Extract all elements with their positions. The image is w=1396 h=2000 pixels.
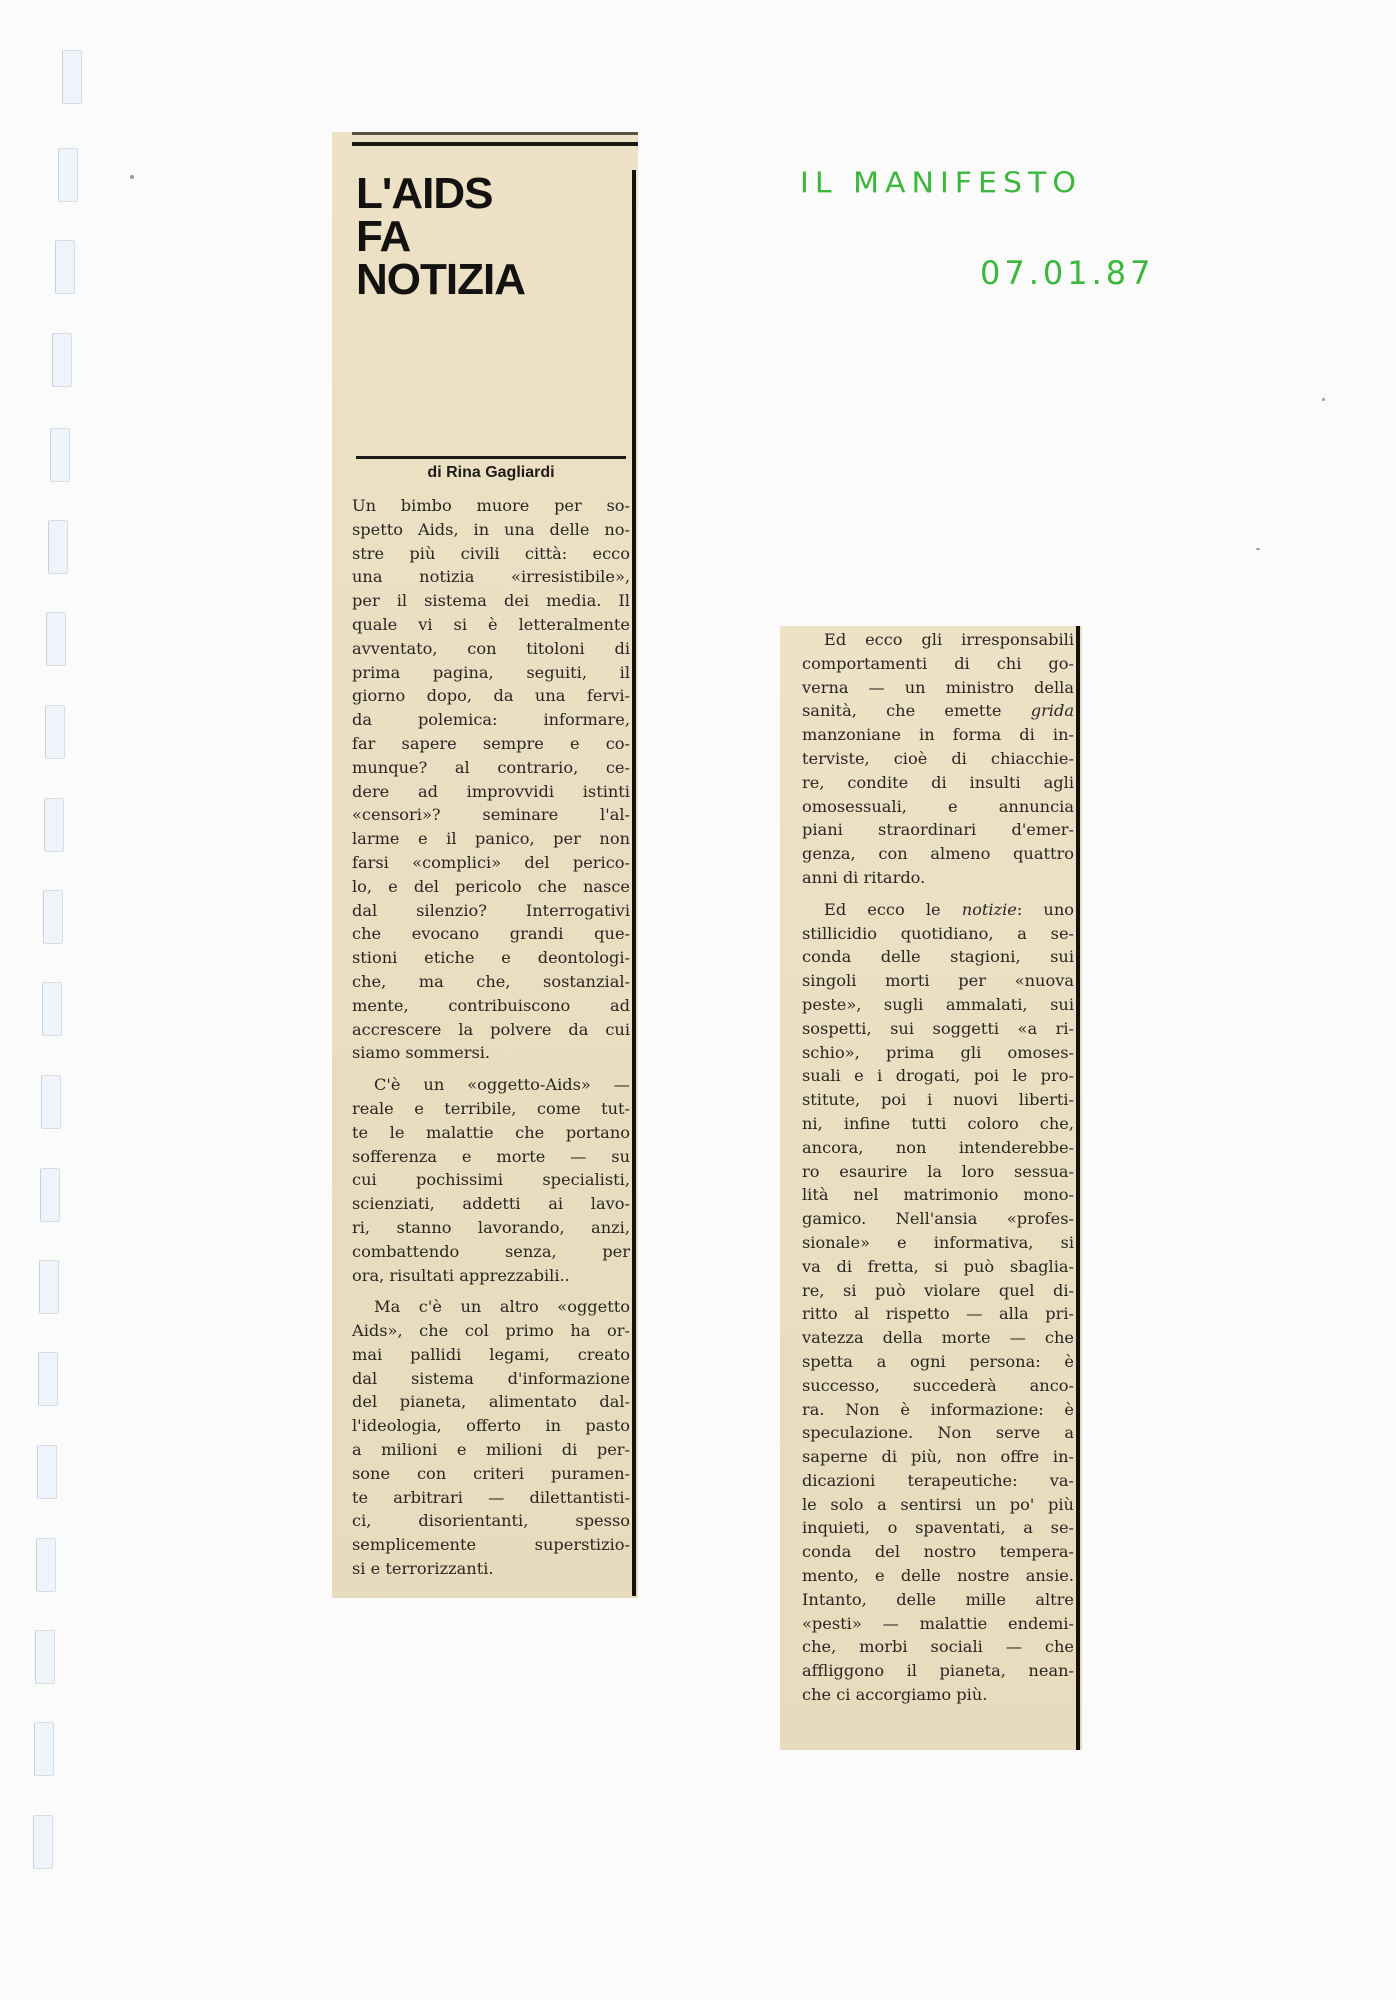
binder-hole bbox=[40, 1168, 60, 1222]
text-line: comportamenti di chi go- bbox=[802, 653, 1074, 673]
binder-hole bbox=[36, 1538, 56, 1592]
text-line: piani straordinari d'emer- bbox=[802, 820, 1074, 840]
text-line: le solo a sentirsi un po' più bbox=[802, 1494, 1074, 1514]
binder-hole bbox=[55, 240, 75, 294]
text-line: Ed ecco le notizie: uno bbox=[824, 899, 1074, 919]
text-line: gamico. Nell'ansia «profes- bbox=[802, 1209, 1074, 1229]
binder-hole bbox=[37, 1445, 57, 1499]
text-line: lità nel matrimonio mono- bbox=[802, 1185, 1074, 1205]
text-line: re, si può violare quel di- bbox=[802, 1280, 1074, 1300]
text-line: va di fretta, si può sbaglia- bbox=[802, 1256, 1074, 1276]
text-line: Un bimbo muore per so- bbox=[352, 496, 630, 515]
text-line: conda del nostro tempera- bbox=[802, 1542, 1074, 1562]
text-line: stillicidio quotidiano, a se- bbox=[802, 923, 1074, 943]
text-line: avventato, con titoloni di bbox=[352, 638, 630, 658]
text-line: sospetti, sui soggetti «a ri- bbox=[802, 1018, 1074, 1038]
text-line: anni di ritardo. bbox=[802, 867, 926, 887]
text-line: Ma c'è un altro «oggetto bbox=[374, 1297, 630, 1317]
article-clipping-left bbox=[332, 132, 638, 1598]
binder-hole bbox=[38, 1352, 58, 1406]
binder-hole bbox=[43, 890, 63, 944]
text-line: stioni etiche e deontologi- bbox=[352, 948, 630, 968]
text-line: C'è un «oggetto-Aids» — bbox=[374, 1075, 630, 1095]
text-line: l'ideologia, offerto in pasto bbox=[352, 1416, 630, 1436]
text-line: spetto Aids, in una delle no- bbox=[352, 519, 630, 539]
article-body-right bbox=[802, 626, 1074, 1707]
article-byline: di Rina Gagliardi bbox=[427, 464, 555, 481]
paragraph-gap bbox=[352, 1065, 630, 1073]
headline-line: NOTIZIA bbox=[356, 255, 525, 304]
column-rule bbox=[1076, 626, 1080, 1750]
article-clipping-right bbox=[780, 626, 1082, 1750]
text-line: suali e i drogati, poi le pro- bbox=[802, 1066, 1074, 1086]
binder-hole bbox=[42, 982, 62, 1036]
text-line: ritto al rispetto — alla pri- bbox=[802, 1304, 1074, 1324]
text-line: inquieti, o spaventati, a se- bbox=[802, 1518, 1074, 1538]
text-line: Aids», che col primo ha or- bbox=[352, 1321, 630, 1341]
text-line: re, condite di insulti agli bbox=[802, 772, 1074, 792]
text-line: ci, disorientanti, spesso bbox=[352, 1511, 630, 1531]
binder-hole bbox=[35, 1630, 55, 1684]
text-line: peste», sugli ammalati, sui bbox=[802, 994, 1074, 1014]
column-rule bbox=[632, 170, 636, 1596]
text-line: una notizia «irresistibile», bbox=[352, 567, 630, 587]
text-line: lo, e del pericolo che nasce bbox=[352, 876, 630, 896]
text-line: del pianeta, alimentato dal- bbox=[352, 1392, 630, 1412]
text-line: manzoniane in forma di in- bbox=[802, 725, 1074, 745]
text-line: successo, succederà anco- bbox=[802, 1375, 1074, 1395]
text-line: che evocano grandi que- bbox=[352, 924, 630, 944]
text-line: si e terrorizzanti. bbox=[352, 1559, 494, 1579]
text-line: speculazione. Non serve a bbox=[802, 1423, 1074, 1443]
text-line: vatezza della morte — che bbox=[802, 1328, 1074, 1348]
binder-hole bbox=[44, 798, 64, 852]
text-line: da polemica: informare, bbox=[352, 710, 630, 730]
paragraph bbox=[802, 628, 1074, 890]
text-line: quale vi si è letteralmente bbox=[352, 614, 630, 634]
text-line: farsi «complici» del perico- bbox=[352, 852, 630, 872]
scan-speck bbox=[1322, 398, 1325, 401]
text-line: scienziati, addetti ai lavo- bbox=[352, 1194, 630, 1214]
text-line: sone con criteri puramen- bbox=[352, 1463, 630, 1483]
text-line: prima pagina, seguiti, il bbox=[352, 662, 630, 682]
text-line: Intanto, delle mille altre bbox=[802, 1589, 1074, 1609]
text-line: «censori»? seminare l'al- bbox=[352, 805, 630, 825]
byline-rule bbox=[356, 456, 626, 459]
binder-hole bbox=[58, 148, 78, 202]
text-line: accrescere la polvere da cui bbox=[352, 1019, 630, 1039]
handwritten-source-note: IL MANIFESTO bbox=[800, 166, 1082, 201]
text-line: «pesti» — malattie endemi- bbox=[802, 1613, 1074, 1633]
text-line: genza, con almeno quattro bbox=[802, 844, 1074, 864]
binder-hole bbox=[52, 333, 72, 387]
text-line: combattendo senza, per bbox=[352, 1241, 630, 1261]
text-line: munque? al contrario, ce- bbox=[352, 757, 630, 777]
text-line: per il sistema dei media. Il bbox=[352, 591, 630, 611]
paragraph bbox=[802, 898, 1074, 1707]
headline-line: FA bbox=[356, 212, 411, 261]
text-line: omosessuali, e annuncia bbox=[802, 796, 1074, 816]
text-line: ri, stanno lavorando, anzi, bbox=[352, 1217, 630, 1237]
text-line: te le malattie che portano bbox=[352, 1122, 630, 1142]
article-body-left bbox=[352, 494, 630, 1581]
text-line: sofferenza e morte — su bbox=[352, 1146, 630, 1166]
paragraph-gap bbox=[802, 890, 1074, 898]
paragraph bbox=[352, 1295, 630, 1581]
text-line: sanità, che emette grida bbox=[802, 701, 1074, 721]
text-line: far sapere sempre e co- bbox=[352, 733, 630, 753]
text-line: che, ma che, sostanzial- bbox=[352, 971, 630, 991]
text-line: spetta a ogni persona: è bbox=[802, 1351, 1074, 1371]
scan-speck bbox=[130, 175, 134, 179]
text-line: te arbitrari — dilettantisti- bbox=[352, 1487, 630, 1507]
paragraph bbox=[352, 494, 630, 1065]
text-line: a milioni e milioni di per- bbox=[352, 1440, 630, 1460]
text-line: semplicemente superstizio- bbox=[352, 1535, 630, 1555]
handwritten-date-note: 07.01.87 bbox=[980, 254, 1155, 292]
text-line: reale e terribile, come tut- bbox=[352, 1098, 630, 1118]
text-line: siamo sommersi. bbox=[352, 1043, 491, 1063]
text-line: mai pallidi legami, creato bbox=[352, 1344, 630, 1364]
text-line: dere ad improvvidi istinti bbox=[352, 781, 630, 801]
text-line: ora, risultati apprezzabili.. bbox=[352, 1265, 570, 1285]
paragraph-gap bbox=[352, 1287, 630, 1295]
text-line: verna — un ministro della bbox=[802, 677, 1074, 697]
binder-hole bbox=[41, 1075, 61, 1129]
binder-hole bbox=[62, 50, 82, 104]
text-line: che ci accorgiamo più. bbox=[802, 1685, 988, 1705]
text-line: terviste, cioè di chiacchie- bbox=[802, 748, 1074, 768]
text-line: cui pochissimi specialisti, bbox=[352, 1170, 630, 1190]
text-line: Ed ecco gli irresponsabili bbox=[824, 630, 1074, 649]
binder-hole bbox=[45, 705, 65, 759]
top-rule bbox=[352, 132, 638, 135]
text-line: singoli morti per «nuova bbox=[802, 971, 1074, 991]
text-line: conda delle stagioni, sui bbox=[802, 947, 1074, 967]
text-line: dicazioni terapeutiche: va- bbox=[802, 1470, 1074, 1490]
text-line: schio», prima gli omoses- bbox=[802, 1042, 1074, 1062]
text-line: ancora, non intenderebbe- bbox=[802, 1137, 1074, 1157]
text-line: saperne di più, non offre in- bbox=[802, 1447, 1074, 1467]
text-line: stitute, poi i nuovi liberti- bbox=[802, 1090, 1074, 1110]
text-line: mento, e delle nostre ansie. bbox=[802, 1566, 1074, 1586]
article-headline bbox=[356, 169, 525, 304]
text-line: giorno dopo, da una fervi- bbox=[352, 686, 630, 706]
text-line: ra. Non è informazione: è bbox=[802, 1399, 1074, 1419]
text-line: ni, infine tutti coloro che, bbox=[802, 1113, 1074, 1133]
binder-hole bbox=[50, 428, 70, 482]
text-line: stre più civili città: ecco bbox=[352, 543, 630, 563]
binder-hole bbox=[34, 1722, 54, 1776]
paragraph bbox=[352, 1073, 630, 1287]
text-line: larme e il panico, per non bbox=[352, 829, 630, 849]
text-line: che, morbi sociali — che bbox=[802, 1637, 1074, 1657]
text-line: dal silenzio? Interrogativi bbox=[352, 900, 630, 920]
text-line: dal sistema d'informazione bbox=[352, 1368, 630, 1388]
scan-speck bbox=[1256, 548, 1260, 550]
text-line: affliggono il pianeta, nean- bbox=[802, 1661, 1074, 1681]
binder-hole bbox=[46, 612, 66, 666]
binder-hole bbox=[33, 1815, 53, 1869]
binder-hole bbox=[39, 1260, 59, 1314]
text-line: sionale» e informativa, si bbox=[802, 1232, 1074, 1252]
text-line: mente, contribuiscono ad bbox=[352, 995, 630, 1015]
text-line: ro esaurire la loro sessua- bbox=[802, 1161, 1074, 1181]
headline-line: L'AIDS bbox=[356, 169, 493, 218]
binder-hole bbox=[48, 520, 68, 574]
top-rule bbox=[352, 142, 638, 146]
